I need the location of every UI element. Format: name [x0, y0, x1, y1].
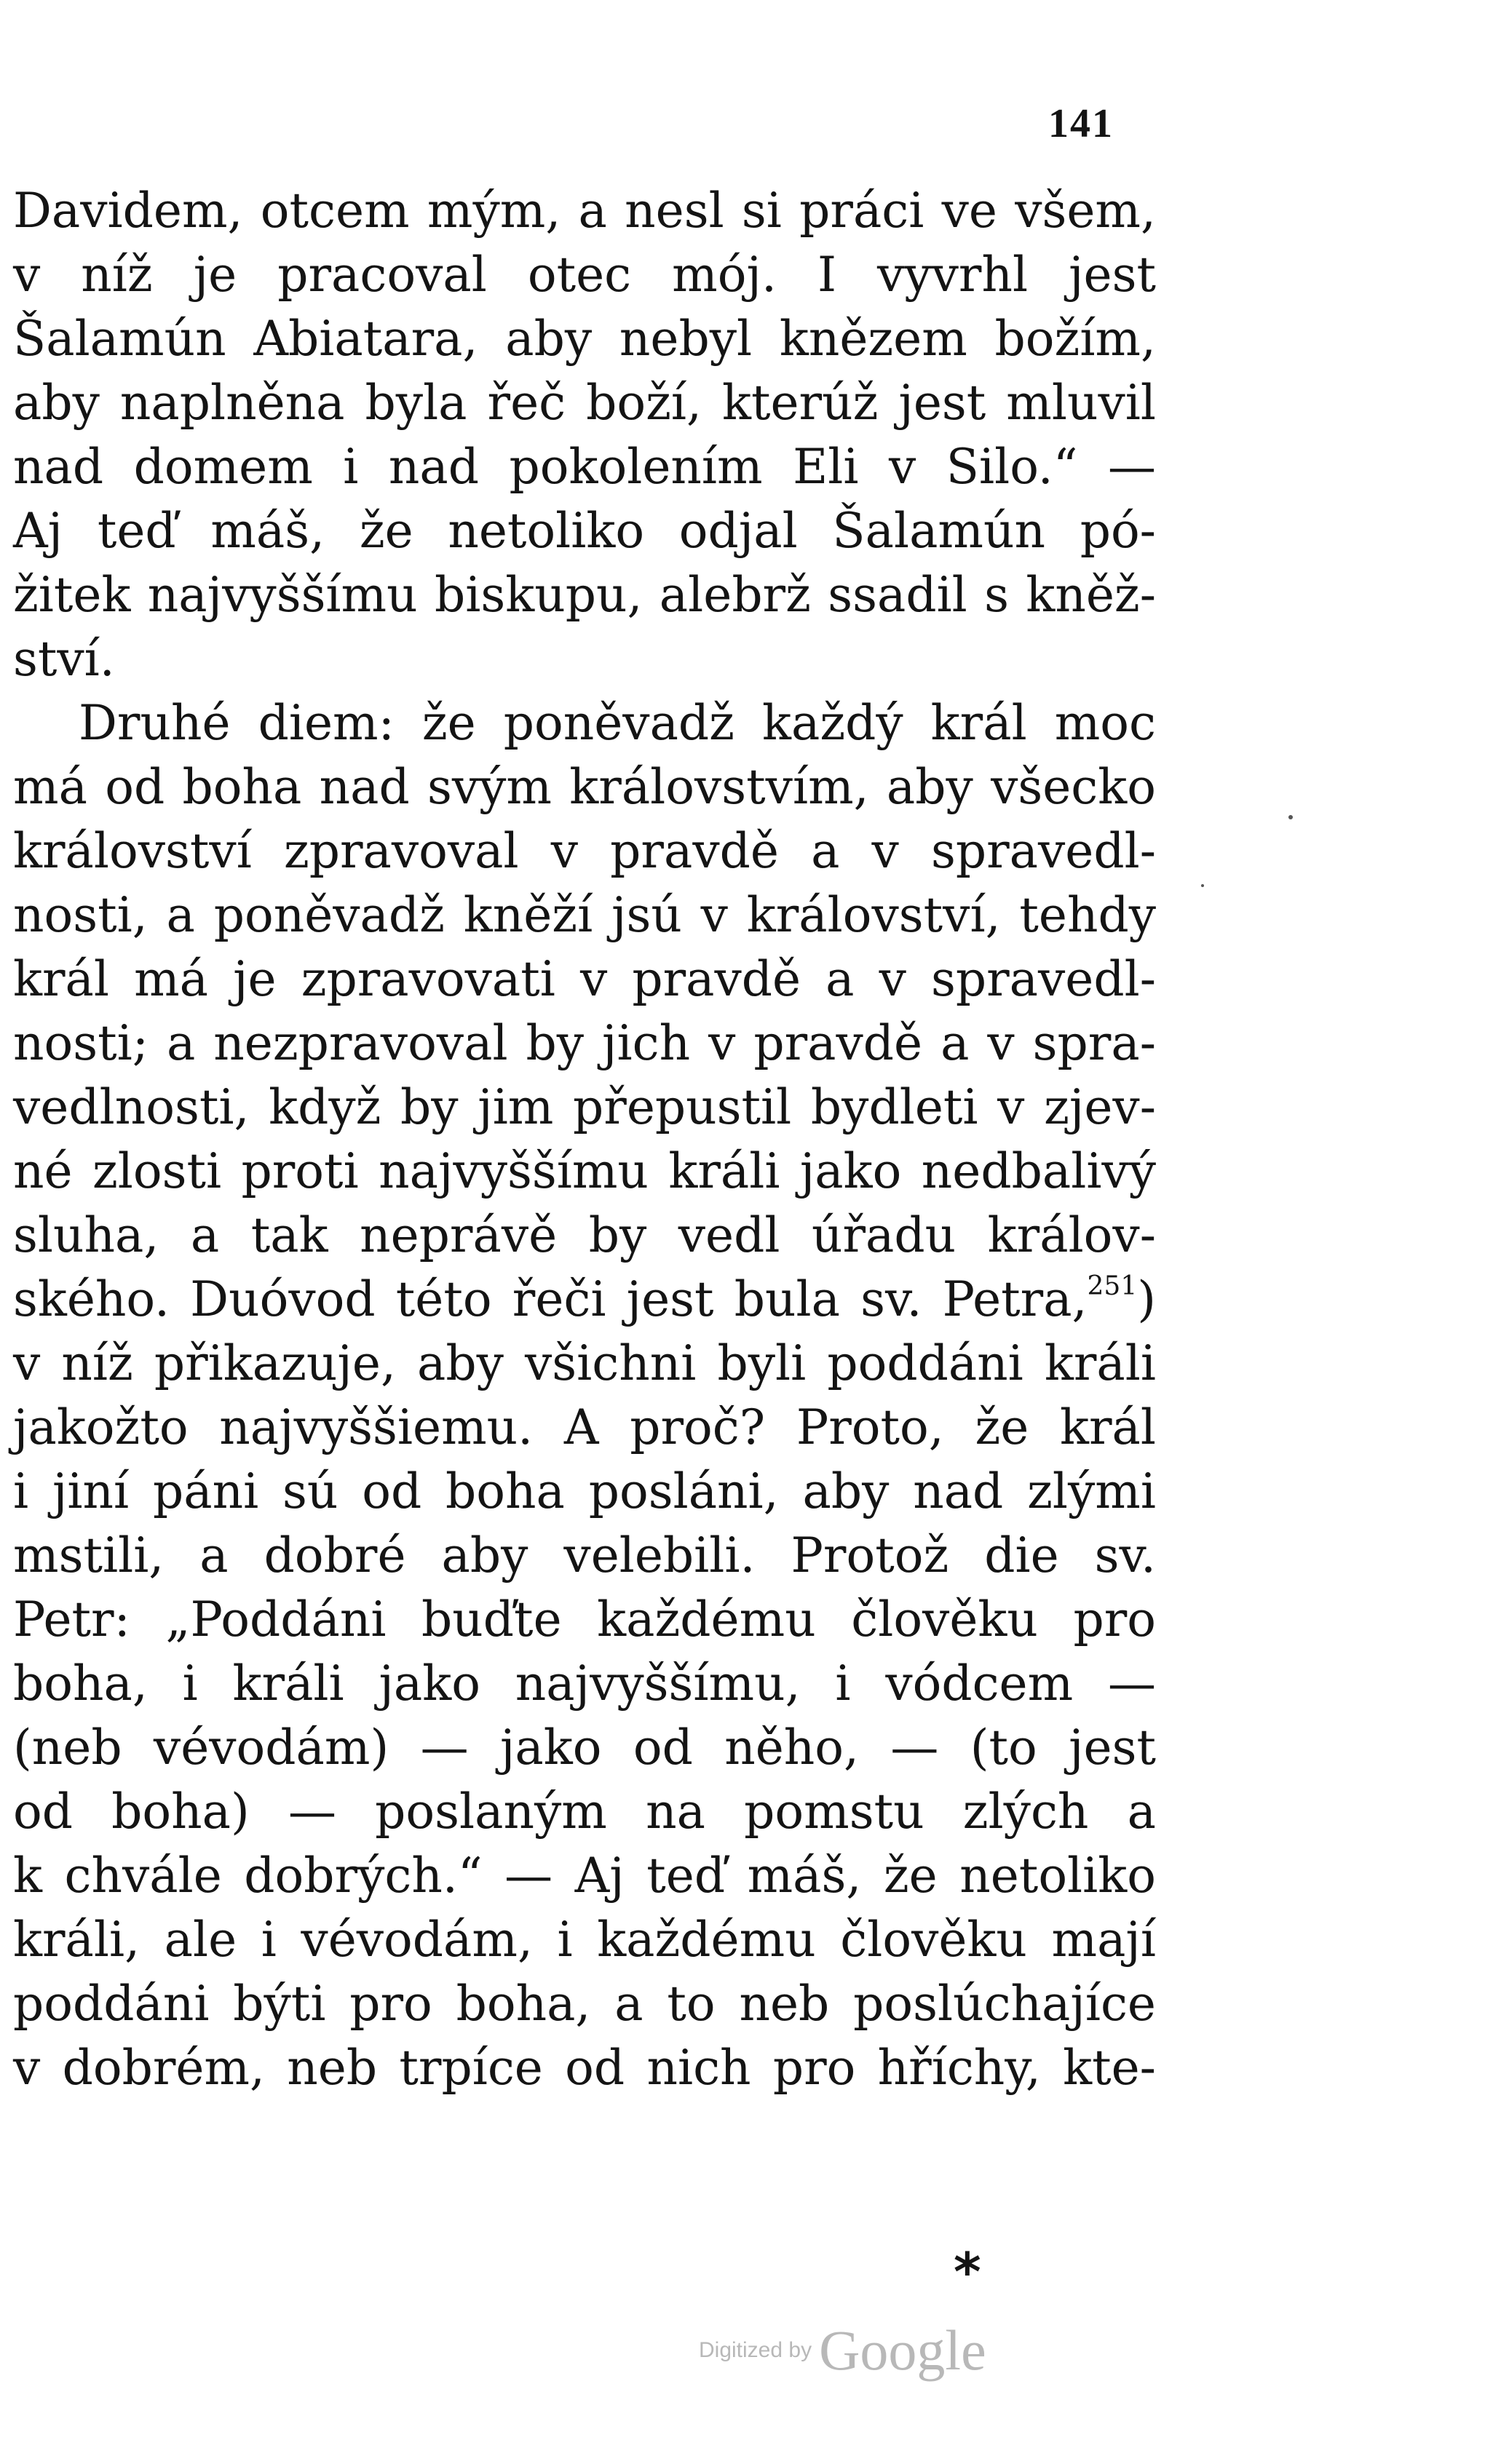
scan-speck — [1201, 884, 1204, 887]
text-line: i jiní páni sú od boha posláni, aby nad zlými — [13, 1463, 1156, 1519]
text-line: Petr: „Poddáni buďte každému člověku pro — [13, 1591, 1156, 1648]
text-line: Aj teď máš, že netoliko odjal Šalamún pó- — [13, 503, 1156, 559]
scan-speck — [1288, 815, 1293, 819]
text-line: (neb vévodám) — jako od něho, — (to jest — [13, 1720, 1156, 1776]
paragraph-start-line: Druhé diem: že poněvadž každý král moc — [79, 695, 1156, 751]
text-line: nosti, a poněvadž kněží jsú v království, tehdy — [13, 887, 1156, 943]
text-line: v níž přikazuje, aby všichni byli poddáni králi — [13, 1335, 1156, 1391]
text-line: jakožto najvyššiemu. A proč? Proto, že král — [13, 1399, 1156, 1455]
text-line: ství. — [13, 631, 115, 687]
watermark-brand-logo: Google — [819, 2318, 986, 2382]
text-line: království zpravoval v pravdě a v spravedl- — [13, 823, 1156, 879]
text-line: králi, ale i vévodám, i každému člověku mají — [13, 1912, 1156, 1968]
text-line: poddáni býti pro boha, a to neb poslúchajíce — [13, 1976, 1156, 2032]
text-line: od boha) — poslaným na pomstu zlých a — [13, 1784, 1156, 1840]
text-line: aby naplněna byla řeč boží, kterúž jest mluvil — [13, 375, 1156, 431]
text-line: v níž je pracoval otec mój. I vyvrhl jest — [13, 247, 1156, 303]
text-line: nad domem i nad pokolením Eli v Silo.“ — — [13, 439, 1156, 495]
footnote-reference: 251 — [1087, 1271, 1138, 1301]
text-line-with-footnote — [13, 1268, 1156, 1332]
text-line: boha, i králi jako najvyššímu, i vódcem — — [13, 1656, 1156, 1712]
text-line: má od boha nad svým královstvím, aby všecko — [13, 759, 1156, 815]
text-line: Davidem, otcem mým, a nesl si práci ve všem, — [13, 183, 1156, 239]
text-line-content: ského. Duóvod této řeči jest bula sv. Petra, — [13, 1271, 1088, 1327]
text-line: mstili, a dobré aby velebili. Protož die sv. — [13, 1527, 1156, 1583]
watermark-digitized-text: Digitized by — [699, 2338, 812, 2362]
digitized-watermark — [699, 2318, 986, 2383]
text-line: né zlosti proti najvyššímu králi jako nedbalivý — [13, 1143, 1156, 1199]
text-line: nosti; a nezpravoval by jich v pravdě a v spra- — [13, 1015, 1156, 1071]
text-line: sluha, a tak neprávě by vedl úřadu králov- — [13, 1207, 1156, 1263]
signature-mark: * — [954, 2241, 981, 2302]
text-line: vedlnosti, když by jim přepustil bydleti v zjev- — [13, 1079, 1156, 1135]
body-text — [13, 179, 1156, 2100]
text-line: v dobrém, neb trpíce od nich pro hříchy, kte- — [13, 2040, 1156, 2096]
text-line: k chvále dobrých.“ — Aj teď máš, že netoliko — [13, 1848, 1156, 1904]
page-number: 141 — [1048, 101, 1114, 146]
text-line: Šalamún Abiatara, aby nebyl knězem božím, — [13, 311, 1156, 367]
text-line-tail: ) — [1137, 1271, 1156, 1327]
text-line: žitek najvyššímu biskupu, alebrž ssadil s kněž- — [13, 567, 1156, 623]
text-line: král má je zpravovati v pravdě a v spravedl- — [13, 951, 1156, 1007]
